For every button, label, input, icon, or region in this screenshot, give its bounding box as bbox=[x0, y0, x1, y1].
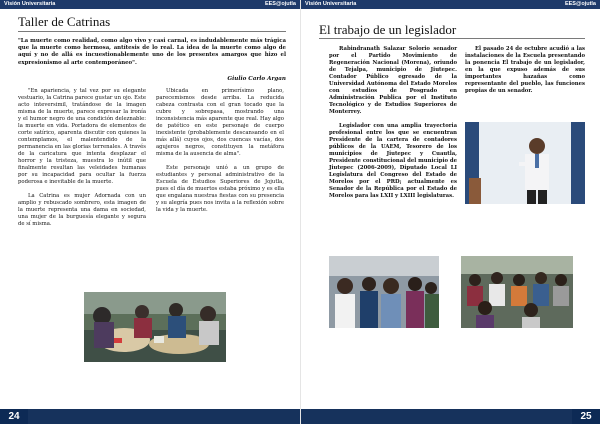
magazine-name: Visión Universitaria bbox=[305, 1, 357, 7]
footer-bar bbox=[301, 409, 600, 424]
page-title: Taller de Catrinas bbox=[18, 14, 111, 29]
text-column-2 bbox=[465, 46, 585, 102]
quote-author: Giulio Carlo Argan bbox=[227, 76, 286, 82]
audience-photo-2 bbox=[461, 256, 573, 328]
paragraph: Rabindranath Salazar Solorio senador por el Partido Movimiento de Regeneración Nacional (Morena), oriundo de Tejalpa, municipio de Jiutepec. Contador Público egresado de la Universidad Autónoma del Estado Morelos con estudios de Posgrado en Administración Publica por el Instituto Tecnológico y de Estudios Superiores de Monterrey. bbox=[329, 46, 457, 115]
paragraph: "En apariencia, y tal vez por su elegante vestuario, la Catrina parece gustar un ojo. Este acto inteversimil, tratándose de la imagen misma de la muerte, parece expresar la ironía y el humor negro de una condición deleznable: la muerte en vida. Portadora de elementos de corte satírico, aparenta discutir con quienes la contemplamos, el malentendido de la permanencia en las glorias terrenales. A través de la caricatura que intenta desplazar el horror y la tristeza, muestra lo inútil que finalmente resultan las veleidades humanas por su incapacidad para ocultar la fuerza poderosa e inevitable de la muerte. bbox=[18, 88, 146, 185]
audience-photo-1 bbox=[329, 256, 439, 328]
catrina-workshop-photo bbox=[84, 292, 226, 362]
title-rule bbox=[18, 31, 286, 32]
page-number: 25 bbox=[572, 409, 600, 424]
page-number: 24 bbox=[0, 409, 28, 424]
paragraph: La Catrina es mujer Adornada con un amplio y rebuscado sombrero, esta imagen de la muerte representa una dama en sociedad, una mujer de la burguesía elegante y segura de sí misma. bbox=[18, 193, 146, 227]
top-bar bbox=[0, 0, 300, 9]
paragraph: El pasado 24 de octubre acudió a las instalaciones de la Escuela presentando la ponencia El trabajo de un legislador, en la que expuso además de sus importantes hazañas como representante del pueblo, las funciones propias de un senador. bbox=[465, 46, 585, 94]
footer-bar bbox=[0, 409, 300, 424]
school-tag: EES@ojutla bbox=[264, 1, 296, 7]
magazine-name: Visión Universitaria bbox=[4, 1, 56, 7]
text-column-2 bbox=[156, 88, 284, 221]
paragraph: Ubicada en primerísimo plano, parecemismos desde arriba. La reducida cabeza contrasta con el gran tocado que la cubre y sobrepasa, mostrando una inconsistencia más aparente que real. Hay algo de patético en este personaje de cuerpo inexistente (probablemente descansando en el más allá) cuyos ojos, dos cuencas vacías, dos agujeros negros, constituyen la metáfora misma de la ausencia de alma". bbox=[156, 88, 284, 157]
paragraph: Este personaje unió a un grupo de estudiantes y personal administrativo de la Escuela de Estudios Superiores de Jojutla, pues el día de muertos estaba próximo y es ella que engalana nuestras fiestas con su presencia y su alegría pues nos invita a la reflexión sobre la vida y la muerte. bbox=[156, 165, 284, 213]
epigraph-quote: "La muerte como realidad, como algo vivo y casi carnal, es indudablemente más trágica que la muerte como hermosa, antítesis de lo real. La idea de la muerte como algo de aquí y no de allá es incuestionablemente uno de los presentes amargos que hizo el expresionismo al arte contemporáneo". bbox=[18, 38, 286, 66]
text-column-1 bbox=[329, 46, 457, 207]
title-rule bbox=[319, 38, 585, 39]
school-tag: EES@ojutla bbox=[564, 1, 596, 7]
text-column-1 bbox=[18, 88, 146, 235]
right-page bbox=[300, 0, 600, 424]
paragraph: Legislador con una amplia trayectoria profesional entre los que se encuentran Presidente de la cartera de contadores públicos de la UAEM, Tesorero de los municipios de Jiutepec y Cuautla, Presidente constitucional del municipio de Jiutepec (2006-2009), Diputado Local LI Legislatura del Congreso del Estado de Morelos por el PRD; actualmente es Senador de la República por el Estado de Morelos para las LXII y LXIII legislaturas. bbox=[329, 123, 457, 199]
top-bar bbox=[301, 0, 600, 9]
page-title: El trabajo de un legislador bbox=[319, 22, 457, 37]
senator-speaking-photo bbox=[465, 122, 585, 204]
